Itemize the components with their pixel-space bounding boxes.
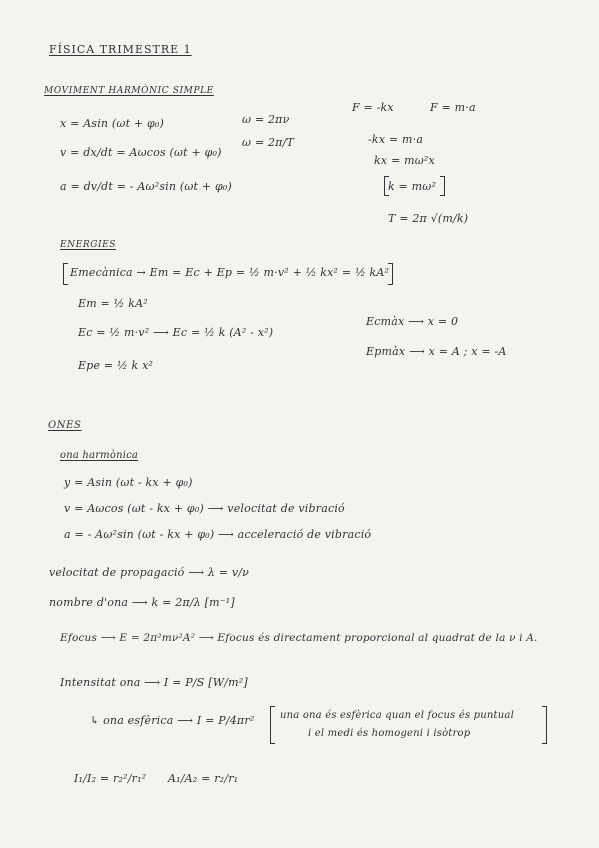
bracket-right	[388, 263, 393, 285]
wave-acceleration-equation: a = - Aω²sin (ωt - kx + φ₀) ⟶ acceleració de vibració	[64, 528, 372, 541]
kinetic-energy: Ec = ½ m·v² ⟶ Ec = ½ k (A² - x²)	[78, 326, 274, 339]
wave-number: nombre d'ona ⟶ k = 2π/λ [m⁻¹]	[49, 596, 235, 609]
waves-heading: ONES	[48, 420, 82, 431]
spherical-note-2: i el medi és homogeni i isòtrop	[308, 728, 471, 739]
potential-energy: Epe = ½ k x²	[78, 359, 154, 372]
wave-intensity: Intensitat ona ⟶ I = P/S [W/m²]	[60, 676, 248, 689]
force-equality: -kx = m·a	[368, 133, 424, 146]
omega-period: ω = 2π/T	[242, 136, 295, 149]
potential-max: Epmàx ⟶ x = A ; x = -A	[366, 345, 507, 358]
bracket-left	[384, 176, 389, 196]
bracket-right	[440, 176, 445, 196]
spring-constant: k = mω²	[388, 180, 437, 193]
bracket-left	[270, 706, 275, 744]
acceleration-equation: a = dv/dt = - Aω²sin (ωt + φ₀)	[60, 180, 232, 193]
omega-frequency: ω = 2πν	[242, 113, 290, 126]
page-title: FÍSICA TRIMESTRE 1	[49, 43, 192, 56]
kinetic-max: Ecmàx ⟶ x = 0	[366, 315, 459, 328]
spherical-note-1: una ona és esfèrica quan el focus és puntual	[280, 710, 514, 721]
spherical-wave: ↳ ona esfèrica ⟶ I = P/4πr²	[90, 714, 255, 727]
intensity-ratio: I₁/I₂ = r₂²/r₁²	[74, 772, 147, 785]
wave-velocity-equation: v = Aωcos (ωt - kx + φ₀) ⟶ velocitat de vibració	[64, 502, 345, 515]
force-substitution: kx = mω²x	[374, 154, 435, 167]
focus-energy: Efocus ⟶ E = 2π²mν²A² ⟶ Efocus és directament proporcional al quadrat de la ν i A.	[60, 632, 538, 644]
period-formula: T = 2π √(m/k)	[388, 212, 469, 225]
wave-position-equation: y = Asin (ωt - kx + φ₀)	[64, 476, 193, 489]
amplitude-ratio: A₁/A₂ = r₂/r₁	[168, 772, 239, 785]
energy-em: Em = ½ kA²	[78, 297, 148, 310]
bracket-left	[63, 263, 68, 285]
velocity-equation: v = dx/dt = Aωcos (ωt + φ₀)	[60, 146, 222, 159]
bracket-right	[542, 706, 547, 744]
newton-force: F = m·a	[430, 101, 476, 114]
harmonic-wave-heading: ona harmònica	[60, 450, 139, 461]
energies-heading: ENERGIES	[60, 240, 117, 250]
hooke-force: F = -kx	[352, 101, 394, 114]
mhs-heading: MOVIMENT HARMÒNIC SIMPLE	[44, 86, 214, 96]
position-equation: x = Asin (ωt + φ₀)	[60, 117, 164, 130]
propagation-speed: velocitat de propagació ⟶ λ = v/ν	[49, 566, 250, 579]
mechanical-energy: Emecànica → Em = Ec + Ep = ½ m·v² + ½ kx² = ½ kA²	[70, 266, 390, 279]
